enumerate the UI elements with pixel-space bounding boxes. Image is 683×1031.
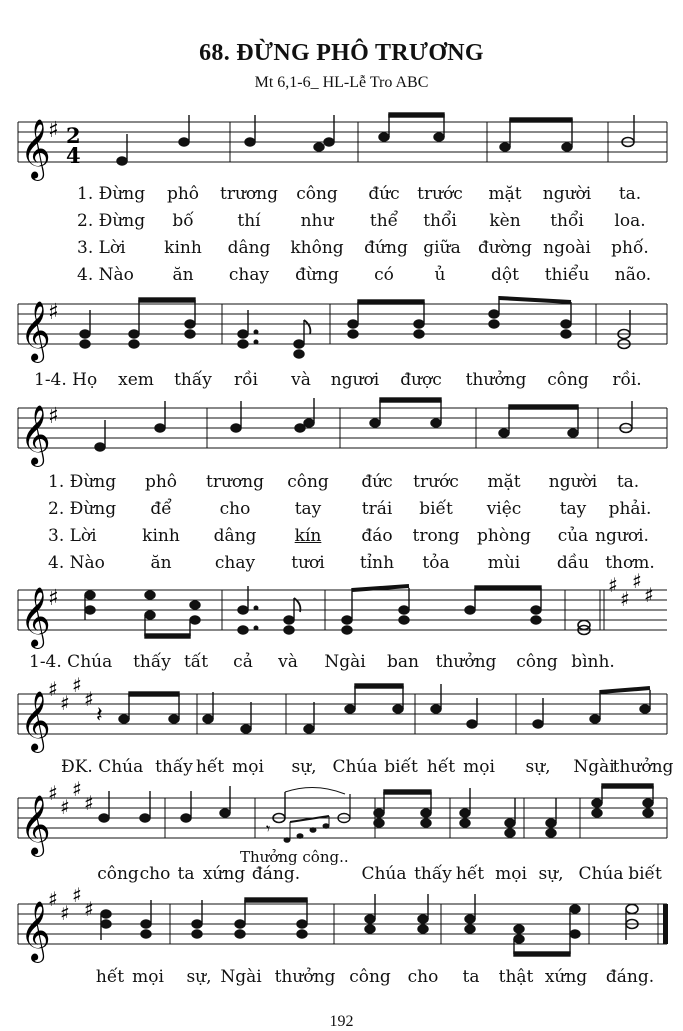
treble-clef-icon: 𝄞 (20, 901, 51, 961)
page-number: 192 (329, 1013, 354, 1030)
sharp-icon: ♯ (48, 586, 59, 611)
lyrics-refrain2: 1-4. Chúa thấy tất cả và Ngài ban thưởng công bình. (29, 652, 615, 672)
lyrics-block1-v1: 1. Đừng phô trương công đức trước mặt người ta. (77, 184, 642, 204)
lyrics-block2-v3: 3. Lời kinh dâng kín đáo trong phòng của ngươi. (48, 526, 649, 546)
small-rest-icon: 𝄾 (266, 819, 271, 838)
lyrics-block2-v1: 1. Đừng phô trương công đức trước mặt người ta. (48, 472, 640, 492)
time-sig-top: 2 (66, 123, 81, 148)
treble-clef-icon: 𝄞 (20, 691, 51, 751)
svg-text:♯: ♯ (84, 687, 94, 711)
sharp-icon: ♯ (48, 118, 59, 143)
lyrics-block1-v2: 2. Đừng bố thí như thể thổi kèn thổi loa. (77, 211, 646, 231)
lyrics-block2-v4: 4. Nào ăn chay tươi tỉnh tỏa mùi dầu thơm. (48, 553, 655, 573)
lyrics-block2-v2: 2. Đừng để cho tay trái biết việc tay phải. (48, 499, 652, 519)
staff-4 (0, 568, 683, 658)
svg-text:♯: ♯ (48, 887, 58, 911)
svg-text:♯: ♯ (608, 573, 618, 597)
song-reference: Mt 6,1-6_ HL-Lễ Tro ABC (254, 74, 429, 91)
staff-5 (0, 672, 683, 762)
lyrics-chorus-line1: ĐK. Chúa thấy hết mọi sự, Chúa biết hết mọi sự, Ngài thưởng (61, 757, 674, 777)
rest-icon: 𝄽 (96, 703, 103, 728)
song-title: 68. ĐỪNG PHÔ TRƯƠNG (199, 40, 484, 66)
treble-clef-icon: 𝄞 (20, 795, 51, 855)
annotation-thuong-cong: Thưởng công.. (240, 848, 349, 866)
svg-text:♯: ♯ (60, 691, 70, 715)
svg-text:♯: ♯ (632, 569, 642, 593)
svg-text:♯: ♯ (60, 795, 70, 819)
lyrics-block1-v3: 3. Lời kinh dâng không đứng giữa đường ngoài phố. (77, 238, 649, 258)
lyrics-block1-v4: 4. Nào ăn chay đừng có ủ dột thiểu não. (77, 265, 652, 285)
treble-clef-icon: 𝄞 (20, 119, 51, 179)
staff-1 (0, 100, 683, 190)
svg-text:♯: ♯ (72, 673, 82, 697)
staff-3 (0, 386, 683, 476)
time-sig-bottom: 4 (66, 143, 81, 168)
lyrics-chorus-line2: công cho ta xứng đáng. Chúa thấy hết mọi sự, Chúa biết (97, 864, 662, 884)
staff-7 (0, 882, 683, 972)
sharp-icon: ♯ (48, 300, 59, 325)
svg-text:♯: ♯ (48, 677, 58, 701)
treble-clef-icon: 𝄞 (20, 405, 51, 465)
svg-text:♯: ♯ (84, 897, 94, 921)
sharp-icon: ♯ (48, 404, 59, 429)
lyrics-chorus-line3: hết mọi sự, Ngài thưởng công cho ta thật xứng đáng. (95, 967, 655, 987)
lyrics-refrain1: 1-4. Họ xem thấy rồi và ngươi được thưởng công rồi. (34, 370, 642, 390)
svg-text:♯: ♯ (620, 587, 630, 611)
treble-clef-icon: 𝄞 (20, 587, 51, 647)
svg-text:♯: ♯ (84, 791, 94, 815)
svg-text:♯: ♯ (72, 777, 82, 801)
svg-text:♯: ♯ (72, 883, 82, 907)
svg-text:♯: ♯ (644, 583, 654, 607)
treble-clef-icon: 𝄞 (20, 301, 51, 361)
svg-text:♯: ♯ (48, 781, 58, 805)
staff-2 (0, 282, 683, 372)
svg-text:♯: ♯ (60, 901, 70, 925)
